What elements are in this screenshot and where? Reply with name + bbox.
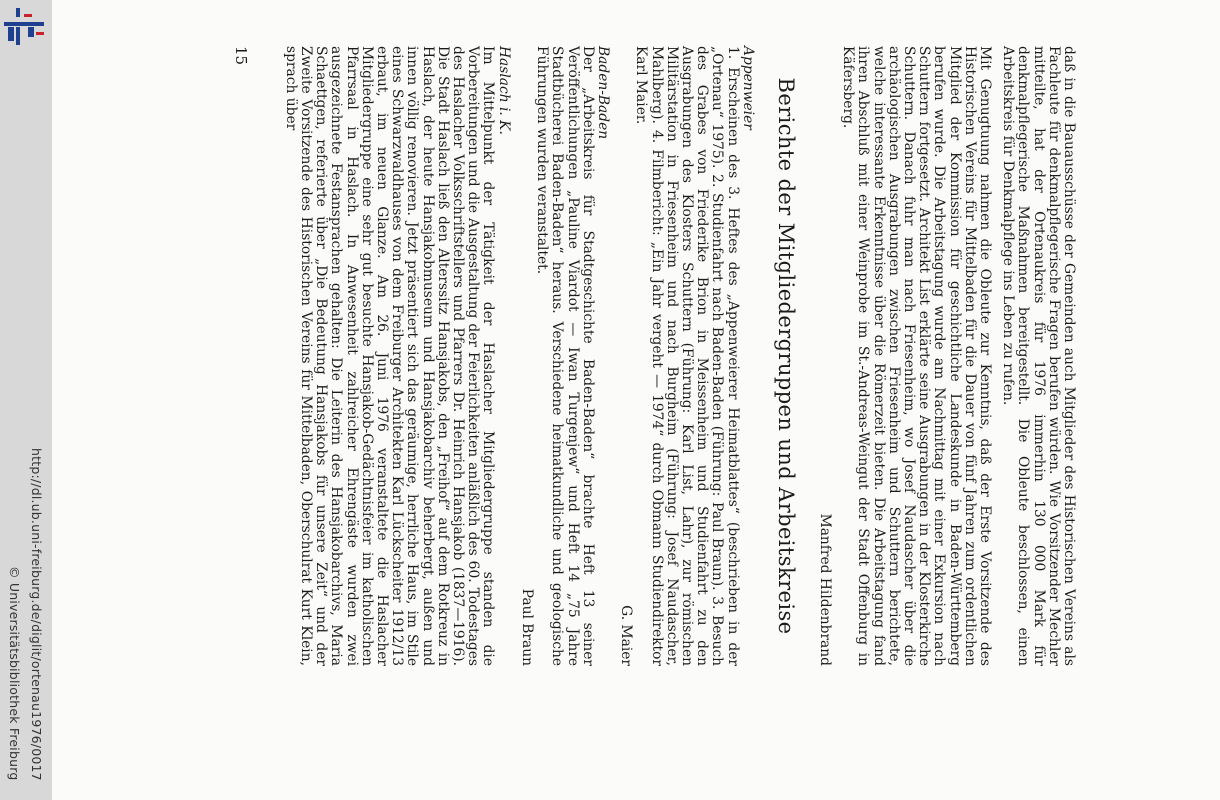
source-url[interactable]: http://dl.ub.uni-freiburg.de/diglit/ortenau1976/0017 xyxy=(29,448,44,781)
paragraph-haslach: Im Mittelpunkt der Tätigkeit der Haslacher Mitgliedergruppe standen die Vorbereitungen und die Ausgestaltung der Feierlichkeiten anläßlich des 60. Todestages des Haslacher Volksschriftstellers und Pfarrers Dr. Heinrich Hansjakob (1837—1916). Die Stadt Haslach ließ den Alterssitz Hansjakobs, den „Freihof“ auf dem Rotkreuz in Haslach, der heute Hansjakobmuseum und Hansjakobarchiv beherbergt, außen und innen völlig renovieren. Jetzt präsentiert sich das geräumige, herrliche Haus, im Stile eines Schwarzwaldhauses von dem Freiburger Architekten Karl Lückscheiter 1912/13 erbaut, im neuen Glanze. Am 26. Juni 1976 veranstaltete die Haslacher Mitgliedergruppe eine sehr gut besuchte Hansjakob-Gedächtnisfeier im katholischen Pfarrsaal in Haslach. In Anwesenheit zahlreicher Ehrengäste wurden zwei ausgezeichnete Festansprachen gehalten: Die Leiterin des Hansjakobarchivs, Maria Schaettgen, referierte über „Die Bedeutung Hansjakobs für unsere Zeit“ und der Zweite Vorsitzende des Historischen Vereins für Mittelbaden, Oberschulrat Kurt Klein, sprach über xyxy=(282,46,497,666)
section-heading: Berichte der Mitgliedergruppen und Arbeitskreise xyxy=(773,77,798,635)
signature-braun: Paul Braun xyxy=(518,588,535,666)
signature-maier: G. Maier xyxy=(618,605,635,666)
paragraph-denkmalpflege: daß in die Bauausschüsse der Gemeinden auch Mitglieder des Historischen Vereins als Fachleute für denkmalpflegerische Fragen berufen würden. Wie Vorsitzender Mechler mitteilte, hat der Ortenaukreis für 1976 immerhin 130 000 Mark für denkmalpflegerische Maßnahmen bereitgestellt. Die Obleute beschlossen, einen Arbeitskreis für Denkmalpflege ins Leben zu rufen. xyxy=(1000,46,1077,666)
sidebar xyxy=(0,0,52,800)
subheading-baden-baden: Baden-Baden xyxy=(594,46,611,140)
subheading-haslach: Haslach i. K. xyxy=(495,46,512,135)
paragraph-appenweier: 1. Erscheinen des 3. Heftes des „Appenweierer Heimatblattes“ (beschrieben in der „Ortenau“ 1975). 2. Studienfahrt nach Baden-Baden (Führung: Paul Braun). 3. Besuch des Grabes von Friederike Brion in Meissenheim und Studienfahrt zu den Ausgrabungen des Klosters Schuttern (Führung: Karl List, Lahr), zur römischen Militärstation in Friesenheim und nach Burgheim (Führung: Josef Naudascher, Mahlberg). 4. Filmbericht: „Ein Jahr vergeht — 1974“ durch Obmann Studiendirektor Karl Maier. xyxy=(633,46,741,666)
subheading-appenweier: Appenweier xyxy=(739,46,756,130)
scanned-page xyxy=(52,0,1220,800)
paragraph-baden-baden: Der „Arbeitskreis für Stadtgeschichte Baden-Baden“ brachte Heft 13 seiner Veröffentlichungen „Pauline Viardot — Iwan Turgenjew“ und Heft 14 „75 Jahre Stadtbücherei Baden-Baden“ heraus. Verschiedene heimatkundliche und geologische Führungen wurden veranstaltet. xyxy=(534,46,596,666)
paragraph-obleute: Mit Genugtuung nahmen die Obleute zur Kenntnis, daß der Erste Vorsitzende des Historischen Vereins für Mittelbaden für die Dauer von fünf Jahren zum ordentlichen Mitglied der Kommission für geschichtliche Landeskunde in Baden-Württemberg berufen wurde. Die Arbeitstagung wurde am Nachmittag mit einer Exkursion nach Schuttern fortgesetzt. Architekt List erklärte seine Ausgrabungen in der Klosterkirche Schuttern. Danach fuhr man nach Friesenheim, wo Josef Naudascher über die archäologischen Ausgrabungen zwischen Friesenheim und Schuttern berichtete, welche interessante Erkenntnisse über die Römerzeit bieten. Die Arbeitstagung fand ihren Abschluß mit einer Weinprobe im St.-Andreas-Weingut der Stadt Offenburg in Käfersberg. xyxy=(840,46,993,666)
page-number: 15 xyxy=(232,46,250,66)
signature-hildenbrand: Manfred Hildenbrand xyxy=(816,513,833,666)
page-content xyxy=(234,46,1076,666)
copyright-notice: © Universitätsbibliothek Freiburg xyxy=(7,566,22,781)
